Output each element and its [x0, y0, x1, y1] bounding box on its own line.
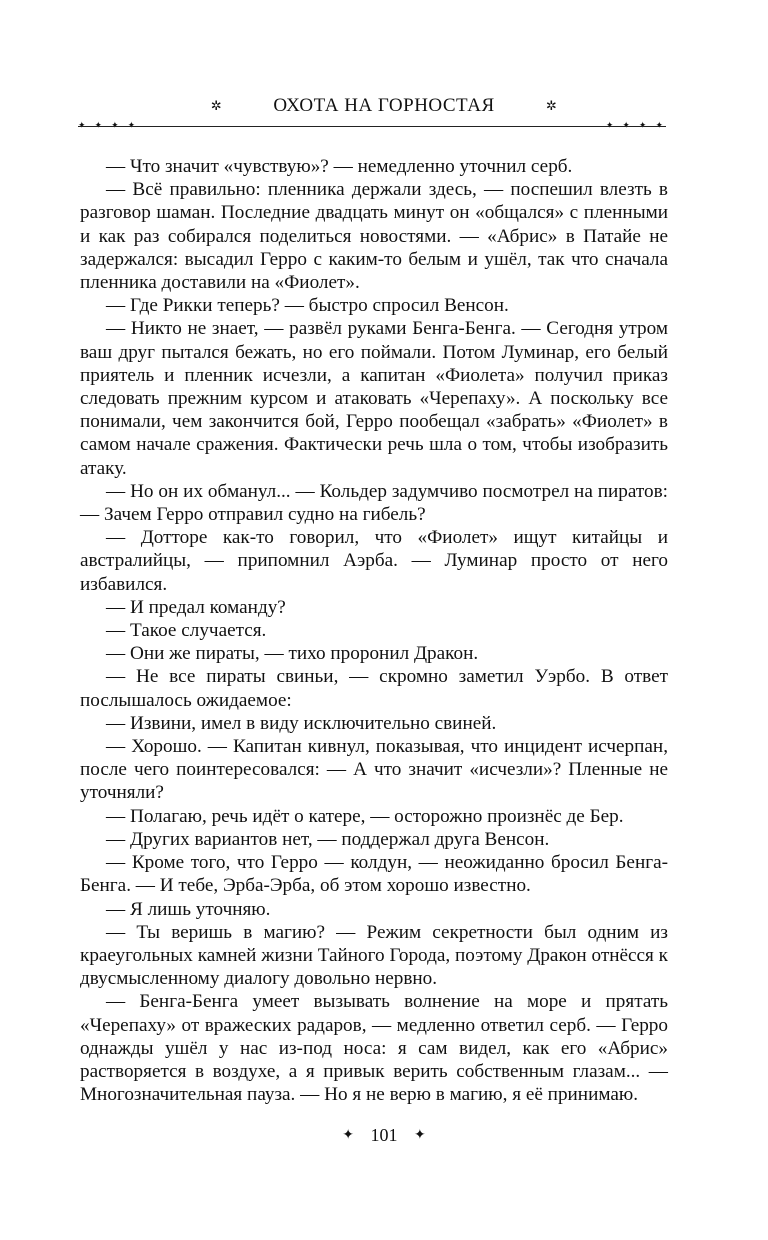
- paragraph: — Я лишь уточняю.: [106, 898, 271, 920]
- ornament-star-icon: ✲: [545, 97, 558, 113]
- paragraph: — Где Рикки теперь? — быстро спросил Венсон.: [106, 295, 509, 317]
- paragraph: — Других вариантов нет, — поддержал друга Венсон.: [106, 828, 550, 850]
- header-divider: [78, 126, 666, 127]
- paragraph: — Всё правильно: пленника держали здесь, — поспешил влезть в разговор шаман. Последние двадцать минут он «общался» с пленными и как раз собирался поделиться новостями. — «Абрис» в Патайе не задержался: высадил Герро с каким-то белым и ушёл, так что сначала пленника доставили на «Фиолет».: [80, 179, 668, 294]
- paragraph: — Ты веришь в магию? — Режим секретности был одним из краеугольных камней жизни Тайного Города, поэтому Дракон отнёсся к двусмысленному диалогу довольно нервно.: [80, 921, 668, 990]
- paragraph: — Полагаю, речь идёт о катере, — осторожно произнёс де Бер.: [106, 805, 624, 827]
- paragraph: — Что значит «чувствую»? — немедленно уточнил серб.: [106, 156, 573, 177]
- paragraph: — Бенга-Бенга умеет вызывать волнение на море и прятать «Черепаху» от вражеских радаров, — медленно ответил серб. — Герро однажды ушёл у нас из-под носа: я сам видел, как его «Абрис» растворяется в воздухе, а я привык верить собственным глазам... — Многозначительная пауза. — Но я не верю в магию, я её принимаю.: [80, 991, 668, 1106]
- ornament-star-icon: ✲: [210, 97, 223, 113]
- paragraph: — Они же пираты, — тихо проронил Дракон.: [106, 643, 479, 665]
- paragraph: — Извини, имел в виду исключительно свиней.: [106, 712, 497, 734]
- paragraph: — И предал команду?: [106, 596, 286, 618]
- paragraph: — Но он их обманул... — Кольдер задумчиво посмотрел на пиратов: — Зачем Герро отправил судно на гибель?: [80, 480, 668, 526]
- footer-ornament-icon: ✦: [342, 1128, 354, 1144]
- footer-ornament-icon: ✦: [414, 1128, 426, 1144]
- paragraph: — Никто не знает, — развёл руками Бенга-Бенга. — Сегодня утром ваш друг пытался бежать, но его поймали. Потом Луминар, его белый приятель и пленник исчезли, а капитан «Фиолета» получил приказ следовать прежним курсом и атаковать «Черепаху». А поскольку все понимали, чем закончится бой, Герро пообещал «забрать» «Фиолет» в самом начале сражения. Фактически речь шла о том, чтобы изобразить атаку.: [80, 318, 668, 479]
- paragraph: — Кроме того, что Герро — колдун, — неожиданно бросил Бенга-Бенга. — И тебе, Эрба-Эрба, об этом хорошо известно.: [80, 852, 668, 897]
- paragraph: — Дотторе как-то говорил, что «Фиолет» ищут китайцы и австралийцы, — припомнил Аэрба. — Луминар просто от него избавился.: [80, 527, 668, 595]
- paragraph: — Такое случается.: [106, 620, 267, 642]
- running-head-title: ОХОТА НА ГОРНОСТАЯ: [273, 94, 495, 116]
- running-head: [0, 94, 768, 120]
- header-dots-right: ✦✦✦✦: [605, 120, 672, 130]
- page-footer: [0, 1124, 768, 1146]
- page-number: 101: [370, 1125, 398, 1146]
- body-text: [80, 155, 668, 1106]
- header-dots-left: ✦✦✦✦: [78, 120, 145, 130]
- paragraph: — Хорошо. — Капитан кивнул, показывая, что инцидент исчерпан, после чего поинтересовался: — А что значит «исчезли»? Пленные не уточняли?: [80, 736, 668, 804]
- paragraph: — Не все пираты свиньи, — скромно заметил Уэрбо. В ответ послышалось ожидаемое:: [80, 666, 668, 711]
